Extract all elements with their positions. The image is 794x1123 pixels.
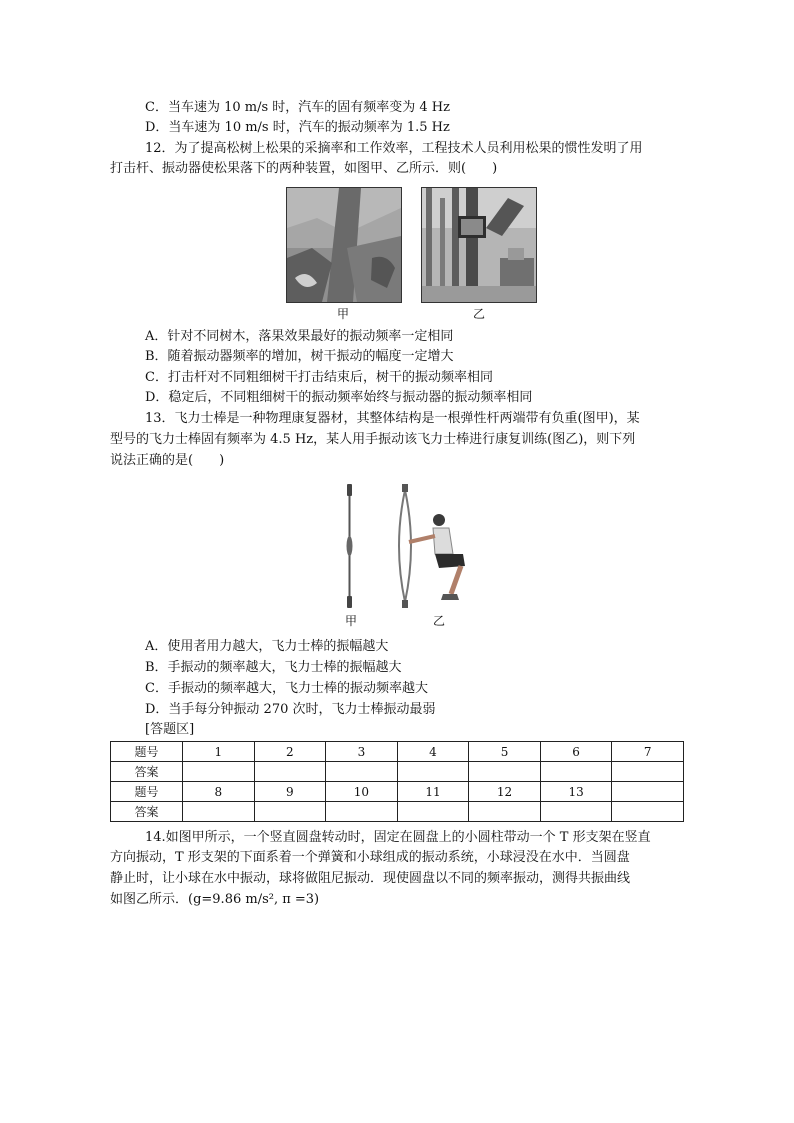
q14-line2: 方向振动，T 形支架的下面系着一个弹簧和小球组成的振动系统，小球浸没在水中．当圆盘 [110,850,630,865]
q11-option-c: C．当车速为 10 m/s 时，汽车的固有频率变为 4 Hz [145,100,450,115]
row-label-number: 题号 [111,742,183,762]
answer-cell[interactable] [469,802,541,822]
question-number-cell: 1 [183,742,255,762]
question-number-cell: 2 [254,742,326,762]
question-number-cell [612,782,684,802]
answer-cell[interactable] [397,802,469,822]
question-number-cell: 8 [183,782,255,802]
answer-cell[interactable] [254,802,326,822]
q12-option-d: D．稳定后，不同粗细树干的振动频率始终与振动器的振动频率相同 [145,390,533,405]
q14-line4: 如图乙所示．(g=9.86 m/s², π =3) [110,892,320,907]
question-number-cell: 4 [397,742,469,762]
pine-shaker-photo [421,187,537,303]
table-row [111,782,684,802]
answer-table [110,741,684,822]
q13-caption-b: 乙 [433,614,446,628]
flexi-bar-figure [335,482,495,610]
question-number-cell: 9 [254,782,326,802]
table-row [111,762,684,782]
q13-option-a: A．使用者用力越大，飞力士棒的振幅越大 [145,639,389,654]
question-number-cell: 12 [469,782,541,802]
question-number-cell: 5 [469,742,541,762]
answer-cell[interactable] [540,762,612,782]
answer-cell[interactable] [254,762,326,782]
question-number-cell: 6 [540,742,612,762]
q13-caption-a: 甲 [345,614,358,628]
answer-cell[interactable] [326,802,398,822]
answer-cell[interactable] [326,762,398,782]
question-number-cell: 13 [540,782,612,802]
question-number-cell: 7 [612,742,684,762]
q12-option-a: A．针对不同树木，落果效果最好的振动频率一定相同 [145,329,454,344]
answer-cell[interactable] [612,802,684,822]
answer-cell[interactable] [469,762,541,782]
q14-line3: 静止时，让小球在水中振动，球将做阻尼振动．现使圆盘以不同的频率振动，测得共振曲线 [110,871,631,886]
q13-option-c: C．手振动的频率越大，飞力士棒的振动频率越大 [145,681,428,696]
question-number-cell: 11 [397,782,469,802]
answer-cell[interactable] [397,762,469,782]
q13-stem-line3: 说法正确的是( ) [110,453,225,468]
q12-option-b: B．随着振动器频率的增加，树干振动的幅度一定增大 [145,349,454,364]
q12-stem-line2: 打击杆、振动器使松果落下的两种装置，如图甲、乙所示．则( ) [110,161,498,176]
question-number-cell: 3 [326,742,398,762]
answer-cell[interactable] [183,762,255,782]
q13-stem-line2: 型号的飞力士棒固有频率为 4.5 Hz，某人用手振动该飞力士棒进行康复训练(图乙)，则下列 [110,432,636,447]
q13-stem-line1: 13．飞力士棒是一种物理康复器材，其整体结构是一根弹性杆两端带有负重(图甲)，某 [145,411,640,426]
answer-cell[interactable] [540,802,612,822]
q13-option-b: B．手振动的频率越大，飞力士棒的振幅越大 [145,660,402,675]
row-label-answer: 答案 [111,802,183,822]
q12-stem-line1: 12．为了提高松树上松果的采摘率和工作效率，工程技术人员利用松果的惯性发明了用 [145,141,643,156]
q12-caption-a: 甲 [337,307,350,321]
q13-option-d: D．当手每分钟振动 270 次时，飞力士棒振动最弱 [145,702,436,717]
q11-option-d: D．当车速为 10 m/s 时，汽车的振动频率为 1.5 Hz [145,120,450,135]
answer-cell[interactable] [183,802,255,822]
answer-area-title: [答题区] [145,722,195,737]
question-number-cell: 10 [326,782,398,802]
table-row [111,742,684,762]
q14-line1: 14.如图甲所示，一个竖直圆盘转动时，固定在圆盘上的小圆柱带动一个 T 形支架在竖直 [145,830,651,845]
answer-cell[interactable] [612,762,684,782]
table-row [111,802,684,822]
row-label-answer: 答案 [111,762,183,782]
row-label-number: 题号 [111,782,183,802]
q12-caption-b: 乙 [473,307,486,321]
pine-striker-photo [286,187,402,303]
q12-option-c: C．打击杆对不同粗细树干打击结束后，树干的振动频率相同 [145,370,493,385]
